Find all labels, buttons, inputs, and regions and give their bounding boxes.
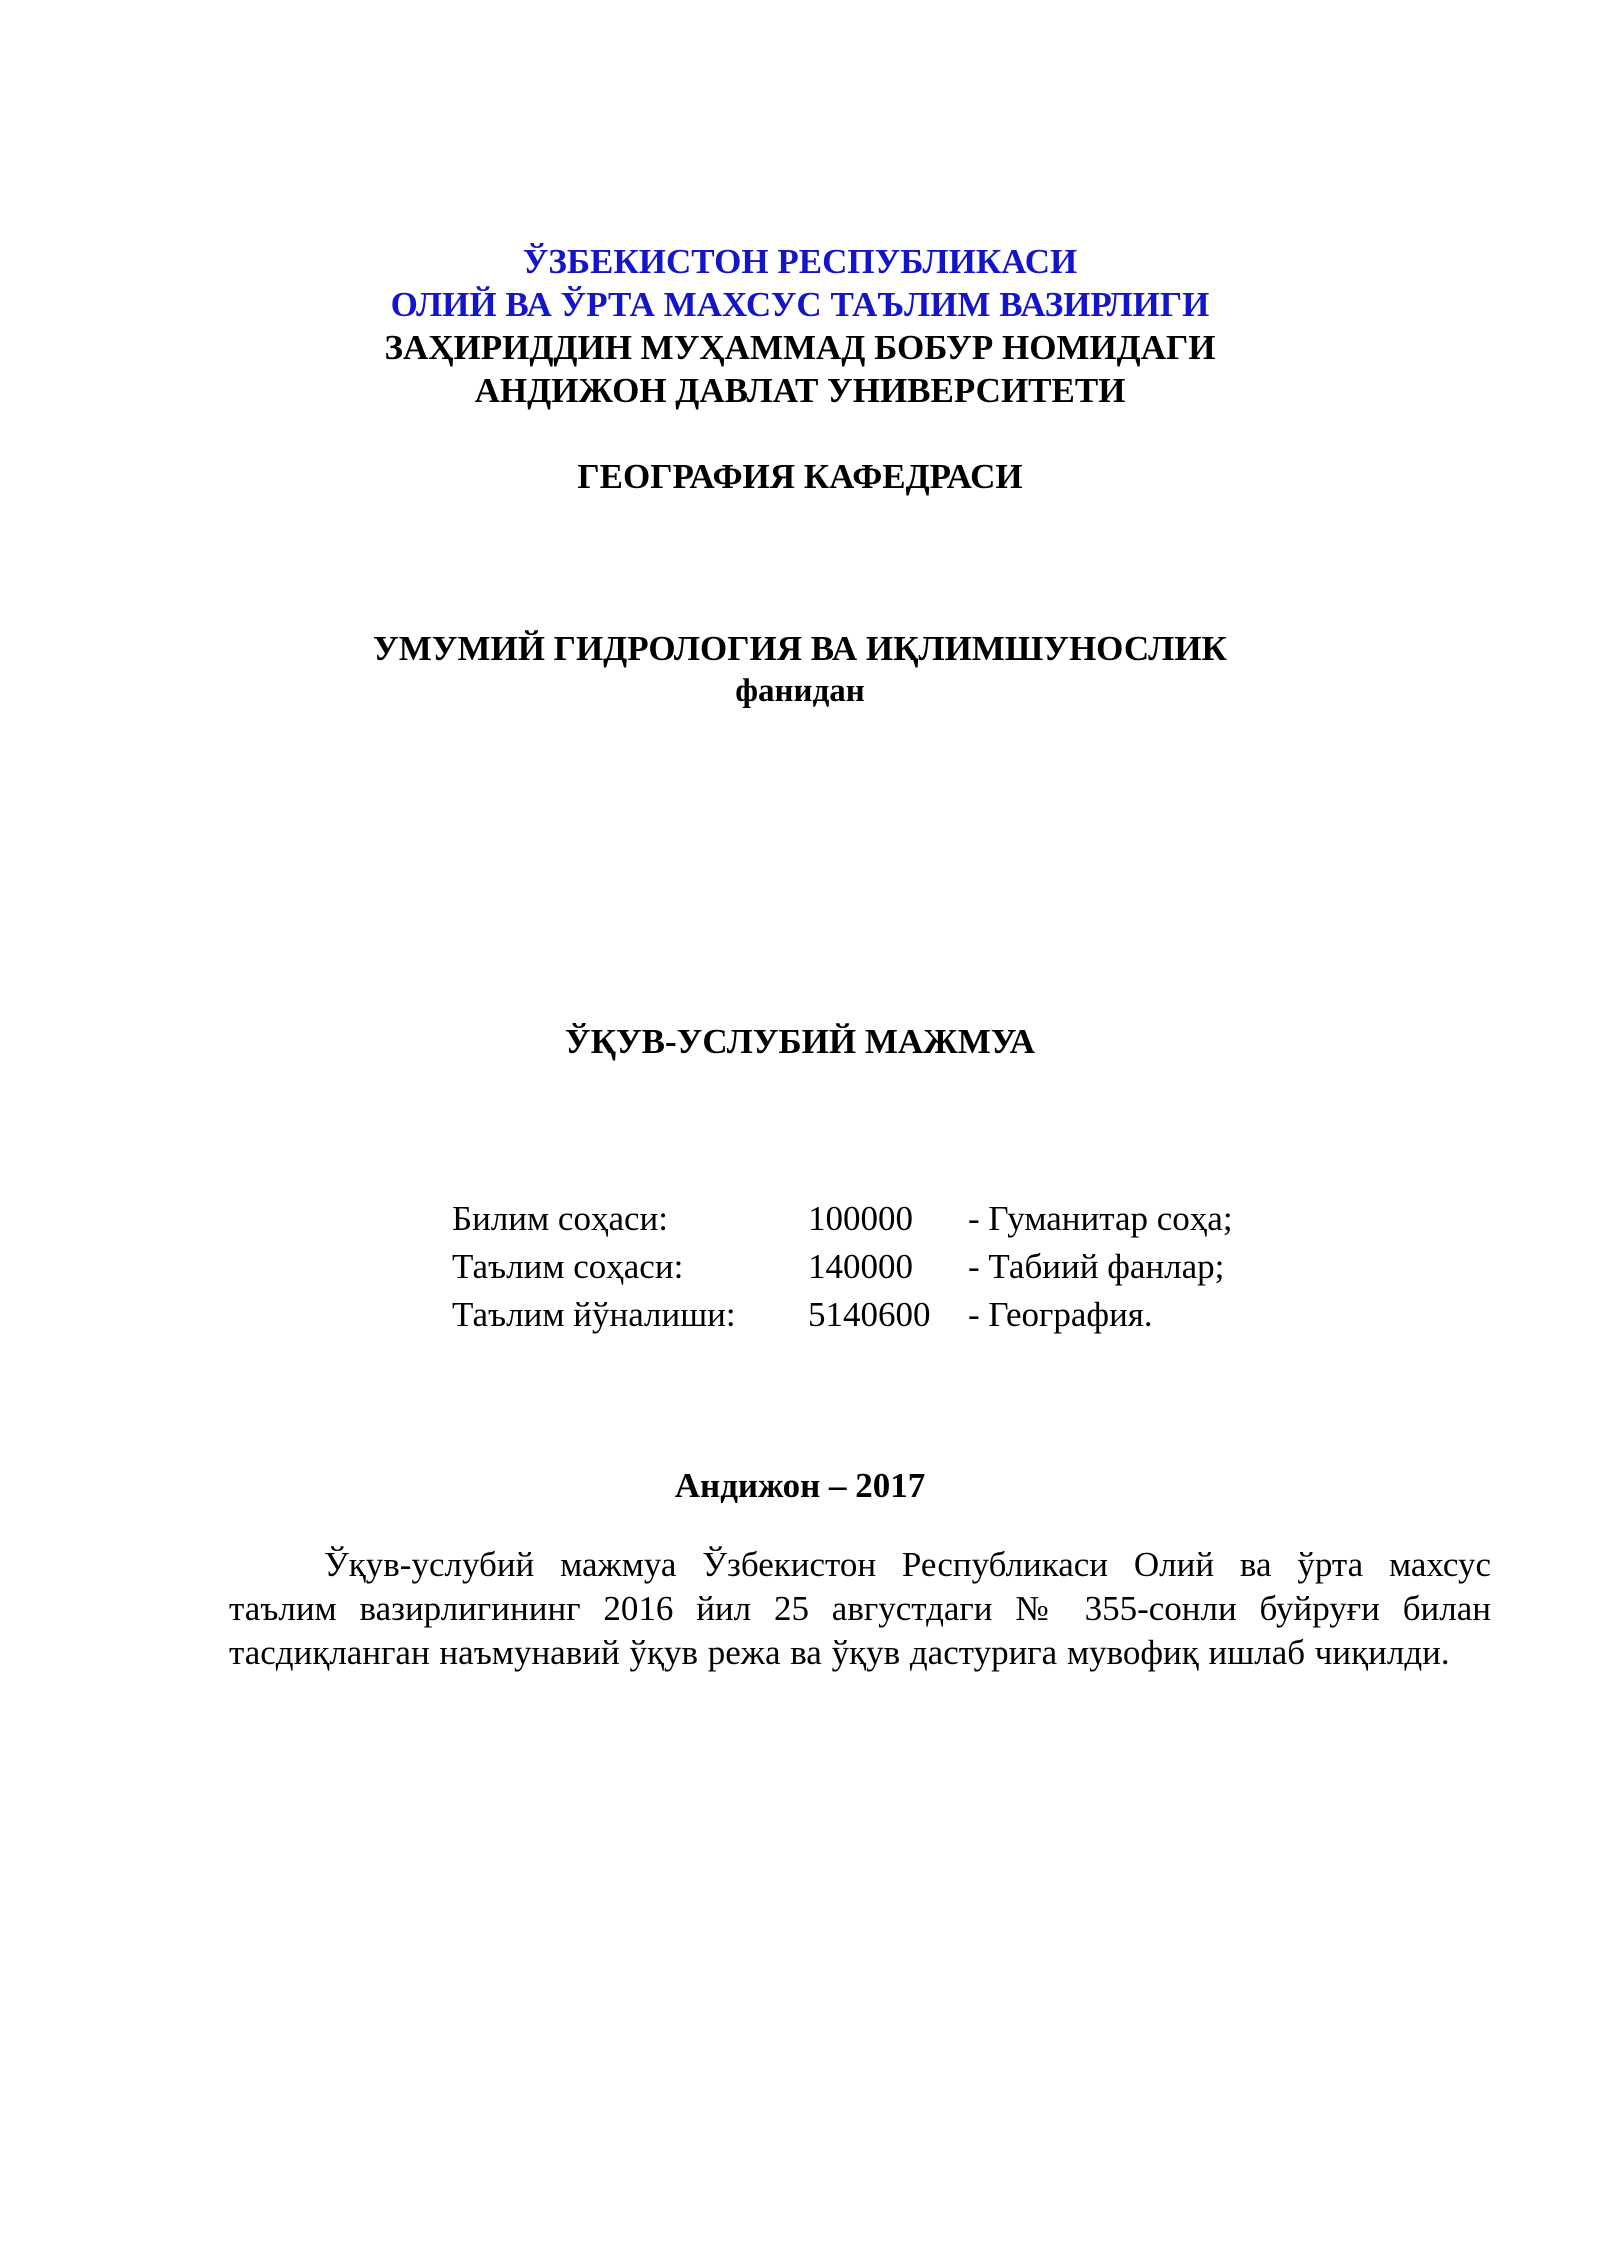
field-row <box>452 1243 1233 1291</box>
field-label: Таълим соҳаси: <box>452 1247 684 1286</box>
field-label: Таълим йўналиши: <box>452 1295 736 1334</box>
approval-paragraph: Ўқув-услубий мажмуа Ўзбекистон Республикаси Олий ва ўрта махсус таълим вазирлигининг 2016 йил 25 августдаги № 355-сонли буйруғи билан тасдиқланган наъмунавий ўқув режа ва ўқув дастурига мувофиқ ишлаб чиқилди. <box>229 1545 1491 1672</box>
field-code: 100000 <box>808 1199 913 1238</box>
field-code: 140000 <box>808 1247 913 1286</box>
department-title: ГЕОГРАФИЯ КАФЕДРАСИ <box>577 457 1023 496</box>
field-description: - География. <box>968 1295 1153 1334</box>
place-year: Андижон – 2017 <box>674 1466 926 1505</box>
subject-title: УМУМИЙ ГИДРОЛОГИЯ ВА ИҚЛИМШУНОСЛИК <box>373 629 1227 668</box>
field-code: 5140600 <box>808 1295 931 1334</box>
field-row <box>452 1195 1233 1243</box>
field-description: - Табиий фанлар; <box>968 1247 1225 1286</box>
document-type-title: ЎҚУВ-УСЛУБИЙ МАЖМУА <box>564 1022 1036 1061</box>
header-country: ЎЗБЕКИСТОН РЕСПУБЛИКАСИ <box>522 242 1078 281</box>
subject-suffix: фанидан <box>735 673 865 709</box>
classification-fields <box>452 1195 1233 1339</box>
header-university-name: ЗАҲИРИДДИН МУҲАММАД БОБУР НОМИДАГИ <box>384 328 1216 367</box>
header-ministry: ОЛИЙ ВА ЎРТА МАХСУС ТАЪЛИМ ВАЗИРЛИГИ <box>390 285 1210 324</box>
field-label: Билим соҳаси: <box>452 1199 668 1238</box>
field-description: - Гуманитар соҳа; <box>968 1199 1233 1238</box>
field-row <box>452 1291 1233 1339</box>
header-university: АНДИЖОН ДАВЛАТ УНИВЕРСИТЕТИ <box>474 371 1126 410</box>
